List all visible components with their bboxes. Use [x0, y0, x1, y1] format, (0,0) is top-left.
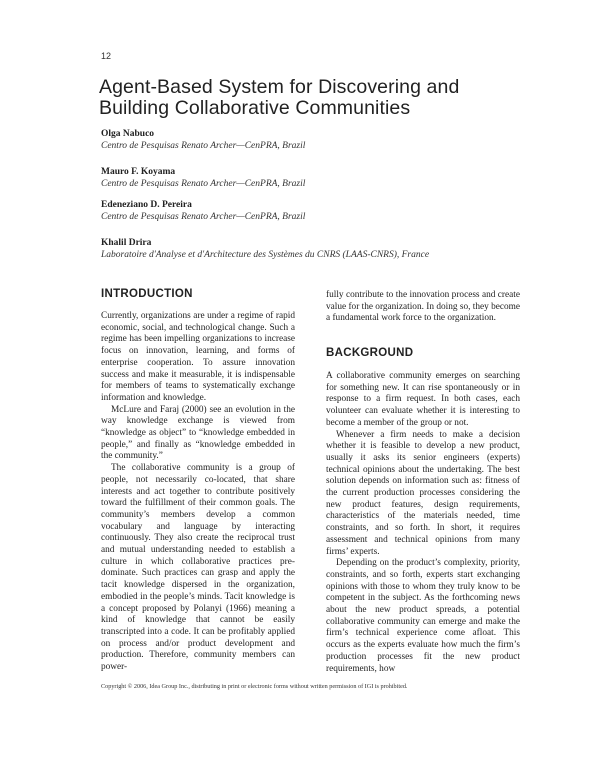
- introduction-continuation: [326, 290, 520, 325]
- introduction-body: [101, 311, 295, 674]
- paper-title: [99, 77, 519, 119]
- author-block: [101, 166, 521, 190]
- body-paragraph: McLure and Faraj (2000) see an evolution in the way knowledge exchange is viewed from “knowledge as object” to “knowledge embedded in people,” and finally as “knowledge embedded in the community.”: [101, 404, 295, 462]
- body-paragraph: Currently, organizations are under a regime of rapid economic, social, and technological change. Such a regime has been impelling organizations to increase focus on innovation, learning, and forms of enterprise cooperation. To assure innovation success and make it measurable, it is indispensable for members of teams to systematically exchange information and knowledge.: [101, 311, 295, 403]
- section-heading-introduction: INTRODUCTION: [101, 288, 193, 300]
- author-affiliation: Laboratoire d'Analyse et d'Architecture des Systèmes du CNRS (LAAS-CNRS), France: [101, 250, 430, 260]
- author-name: Khalil Drira: [101, 238, 152, 248]
- section-heading-background: BACKGROUND: [326, 347, 414, 359]
- body-paragraph: A collaborative community emerges on searching for something new. It can rise spontaneously or in response to a firm request. In both cases, each volunteer can evaluate whether it is interesting to become a member of the group or not.: [326, 371, 520, 428]
- copyright-footer: Copyright © 2006, Idea Group Inc., distributing in print or electronic forms without written permission of IGI is prohibited.: [101, 683, 408, 690]
- body-paragraph: Whenever a firm needs to make a decision whether it is feasible to develop a new product, usually it asks its senior engineers (experts) technical opinions about the undertaking. The best solution depends on information such as: fitness of the current production processes considering the new product features, design requirements, characteristics of the materials needed, time constraints, and so forth. In short, it requires assessment and technical opinions from many firms’ experts.: [326, 429, 520, 557]
- author-affiliation: Centro de Pesquisas Renato Archer—CenPRA, Brazil: [101, 179, 306, 189]
- author-block: [101, 128, 521, 152]
- author-block: [101, 199, 521, 223]
- author-affiliation: Centro de Pesquisas Renato Archer—CenPRA, Brazil: [101, 141, 306, 151]
- title-line-1: Agent-Based System for Discovering and: [99, 76, 460, 98]
- background-body: [326, 371, 520, 675]
- author-affiliation: Centro de Pesquisas Renato Archer—CenPRA, Brazil: [101, 212, 306, 222]
- body-paragraph: fully contribute to the innovation process and create value for the organization. In doing so, they become a fundamental work force to the organization.: [326, 290, 520, 324]
- author-name: Olga Nabuco: [101, 129, 155, 139]
- author-block: [101, 237, 521, 261]
- page-number: 12: [101, 51, 112, 61]
- author-name: Mauro F. Koyama: [101, 167, 176, 177]
- body-paragraph: The collaborative community is a group of people, not necessarily co-located, that share interests and act together to contribute positively toward the fulfillment of their common goals. The community’s members develop a common vocabulary and language by interacting continuously. They also create the reciprocal trust and mutual understanding needed to establish a culture in which collaborative practices pre-dominate. Such practices can grasp and apply the tacit knowledge dispersed in the organization, embodied in the people’s minds. Tacit knowledge is a concept proposed by Polanyi (1966) meaning a kind of knowledge that cannot be easily transcripted into a code. It can be profitably applied on process and/or product development and production. Therefore, community members can power-: [101, 463, 295, 673]
- title-line-2: Building Collaborative Communities: [99, 97, 411, 119]
- body-paragraph: Depending on the product’s complexity, priority, constraints, and so forth, experts start exchanging opinions with those to whom they truly know to be competent in the subject. As the forthcoming news about the new product spreads, a potential collaborative community can emerge and make the firm’s technical experience come afloat. This occurs as the experts evaluate how much the firm’s production processes fit the new product requirements, how: [326, 558, 520, 674]
- author-name: Edeneziano D. Pereira: [101, 200, 192, 210]
